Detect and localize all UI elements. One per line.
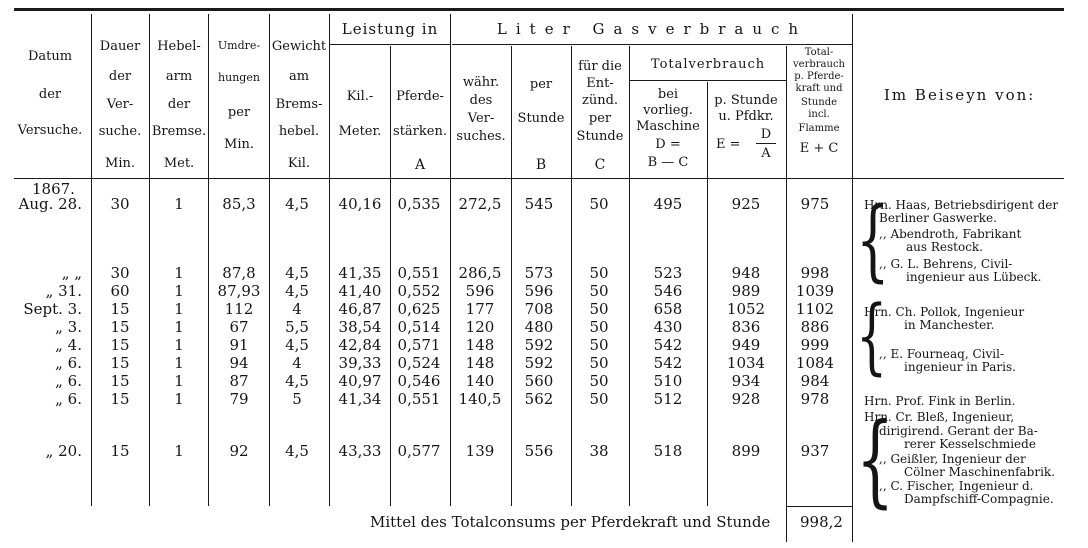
cell-vorl: 542 (653, 336, 683, 354)
cell-umdr: 87,8 (222, 264, 256, 282)
header-beisein: Im Beiseyn von: (884, 86, 1036, 104)
footer-label: Mittel des Totalconsums per Pferdekraft und Stunde (370, 513, 771, 531)
row-date: Sept. 3. (23, 300, 82, 318)
person-line: Hrn. Prof. Fink in Berlin. (864, 394, 1016, 408)
header-entz-2: Ent- (586, 76, 614, 91)
cell-dauer: 15 (110, 300, 130, 318)
cell-tot: 975 (800, 195, 830, 213)
year-label: 1867. (32, 180, 75, 198)
cell-vorl: 523 (653, 264, 683, 282)
header-per-1: per (529, 77, 553, 92)
cell-pstd: 989 (731, 282, 761, 300)
cell-kil: 40,97 (338, 372, 382, 390)
cell-per: 480 (524, 318, 554, 336)
cell-hebel: 1 (174, 354, 184, 372)
header-dauer-3: Ver- (106, 97, 134, 112)
cell-per: 592 (524, 354, 554, 372)
cell-tot: 984 (800, 372, 830, 390)
header-vorlieg-3: Maschine (636, 119, 700, 134)
header-vorlieg-4: D = (655, 137, 681, 152)
cell-kil: 38,54 (338, 318, 382, 336)
footer-value: 998,2 (800, 513, 843, 531)
unit-kil: Kil. (287, 156, 311, 171)
person-line: Hrn. Haas, Betriebsdirigent der (864, 198, 1059, 212)
cell-vorl: 658 (653, 300, 683, 318)
cell-tot: 1039 (795, 282, 835, 300)
cell-tot: 978 (800, 390, 830, 408)
header-umdr-4: Min. (224, 137, 254, 152)
cell-hebel: 1 (174, 264, 184, 282)
header-leistung-group: Leistung in (341, 20, 439, 38)
cell-waehr: 148 (465, 336, 495, 354)
leistung-group-rule (330, 44, 450, 45)
person-line: ,, G. L. Behrens, Civil- (879, 257, 1013, 271)
row-date: „ 4. (55, 336, 82, 354)
header-datum-3: Versuche. (17, 123, 83, 138)
cell-entz: 50 (589, 336, 609, 354)
header-pstunde-4: D (760, 127, 772, 142)
gas-group-rule (452, 44, 852, 45)
unit-min: Min. (105, 156, 135, 171)
cell-vorl: 518 (653, 442, 683, 460)
cell-hebel: 1 (174, 318, 184, 336)
header-total-group: Totalverbrauch (650, 57, 766, 72)
col-rule-5 (329, 14, 330, 506)
cell-kil: 43,33 (338, 442, 382, 460)
person-line: ,, E. Fourneaq, Civil- (879, 347, 1005, 361)
cell-pstd: 1052 (726, 300, 766, 318)
unit-met: Met. (163, 156, 195, 171)
cell-waehr: 177 (465, 300, 495, 318)
cell-per: 596 (524, 282, 554, 300)
cell-ps: 0,524 (397, 354, 441, 372)
cell-umdr: 91 (229, 336, 249, 354)
cell-hebel: 1 (174, 195, 184, 213)
cell-tot: 998 (800, 264, 830, 282)
cell-dauer: 60 (110, 282, 130, 300)
unit-c: C (594, 157, 606, 173)
cell-umdr: 85,3 (222, 195, 256, 213)
cell-dauer: 15 (110, 390, 130, 408)
top-rule-thick (14, 8, 1064, 11)
person-line: in Manchester. (904, 318, 995, 332)
cell-pstd: 949 (731, 336, 761, 354)
cell-gew: 5,5 (285, 318, 309, 336)
cell-per: 545 (524, 195, 554, 213)
person-line: ,, Abendroth, Fabrikant (879, 227, 1022, 241)
header-dauer-1: Dauer (99, 39, 141, 54)
cell-dauer: 15 (110, 354, 130, 372)
header-gewicht-4: hebel. (278, 124, 320, 139)
fraction-bar (756, 143, 776, 144)
header-pstunde-2: u. Pfdkr. (718, 109, 774, 124)
col-rule-9 (571, 46, 572, 506)
cell-gew: 4,5 (285, 372, 309, 390)
header-entz-5: Stunde (576, 129, 624, 144)
cell-per: 573 (524, 264, 554, 282)
cell-gew: 4 (292, 300, 302, 318)
cell-umdr: 87,93 (217, 282, 261, 300)
header-kil-1: Kil.- (346, 89, 374, 104)
cell-pstd: 925 (731, 195, 761, 213)
row-date: „ „ (61, 264, 82, 282)
col-rule-13 (852, 14, 853, 542)
cell-per: 556 (524, 442, 554, 460)
header-vorlieg-5: B — C (647, 155, 689, 170)
header-dauer-2: der (108, 69, 132, 84)
cell-ps: 0,546 (397, 372, 441, 390)
header-entz-1: für die (578, 59, 622, 74)
header-totalv-7: Flamme (798, 123, 840, 134)
cell-ps: 0,552 (397, 282, 441, 300)
person-line: Hrn. Cr. Bleß, Ingenieur, (864, 410, 1015, 424)
cell-waehr: 140 (465, 372, 495, 390)
cell-waehr: 272,5 (458, 195, 502, 213)
cell-hebel: 1 (174, 282, 184, 300)
cell-dauer: 15 (110, 336, 130, 354)
cell-tot: 886 (800, 318, 830, 336)
cell-entz: 38 (589, 442, 609, 460)
col-rule-8 (511, 46, 512, 506)
cell-kil: 41,35 (338, 264, 382, 282)
cell-pstd: 948 (731, 264, 761, 282)
total-group-rule (630, 80, 786, 81)
row-date: „ 31. (45, 282, 82, 300)
cell-hebel: 1 (174, 390, 184, 408)
cell-umdr: 92 (229, 442, 249, 460)
cell-pstd: 928 (731, 390, 761, 408)
cell-waehr: 140,5 (458, 390, 502, 408)
header-gewicht-1: Gewicht (271, 39, 327, 54)
footer-top-rule (786, 506, 852, 507)
header-kil-2: Meter. (338, 124, 382, 139)
header-totalv-1: Total- (804, 47, 834, 58)
cell-kil: 41,40 (338, 282, 382, 300)
cell-per: 592 (524, 336, 554, 354)
cell-kil: 39,33 (338, 354, 382, 372)
person-line: Cölner Maschinenfabrik. (904, 465, 1056, 479)
cell-umdr: 79 (229, 390, 249, 408)
col-rule-2 (149, 14, 150, 506)
cell-vorl: 546 (653, 282, 683, 300)
cell-umdr: 94 (229, 354, 249, 372)
header-umdr-1: Umdre- (217, 39, 261, 52)
brace-group-4: { (856, 401, 895, 518)
row-date: „ 6. (55, 354, 82, 372)
row-date: „ 20. (45, 442, 82, 460)
header-gewicht-3: Brems- (275, 97, 323, 112)
cell-vorl: 542 (653, 354, 683, 372)
cell-entz: 50 (589, 282, 609, 300)
cell-waehr: 120 (465, 318, 495, 336)
header-gewicht-2: am (288, 69, 310, 84)
col-rule-3 (208, 14, 209, 506)
header-umdr-3: per (227, 105, 251, 120)
cell-kil: 46,87 (338, 300, 382, 318)
brace-group-1: { (856, 188, 890, 291)
cell-ps: 0,577 (397, 442, 441, 460)
cell-hebel: 1 (174, 372, 184, 390)
cell-pstd: 1034 (726, 354, 766, 372)
cell-tot: 1084 (795, 354, 835, 372)
header-hebel-1: Hebel- (157, 39, 201, 54)
header-dauer-4: suche. (98, 124, 142, 139)
row-date: „ 6. (55, 390, 82, 408)
cell-dauer: 30 (110, 264, 130, 282)
cell-umdr: 87 (229, 372, 249, 390)
header-totalv-2: verbrauch (793, 59, 845, 70)
cell-waehr: 139 (465, 442, 495, 460)
cell-waehr: 596 (465, 282, 495, 300)
col-rule-7 (450, 14, 451, 506)
header-datum-2: der (38, 87, 62, 102)
header-umdr-2: hungen (218, 71, 260, 84)
header-bottom-rule (14, 178, 1064, 179)
header-totalv-5: Stunde (800, 97, 838, 108)
cell-umdr: 67 (229, 318, 249, 336)
cell-dauer: 15 (110, 318, 130, 336)
header-datum-1: Datum (27, 49, 73, 64)
cell-waehr: 286,5 (458, 264, 502, 282)
cell-tot: 999 (800, 336, 830, 354)
header-totalv-6: incl. (808, 109, 830, 120)
person-line: Hrn. Ch. Pollok, Ingenieur (864, 305, 1025, 319)
header-pstunde-5: A (761, 146, 771, 161)
cell-ps: 0,514 (397, 318, 441, 336)
cell-gew: 4 (292, 354, 302, 372)
cell-gew: 5 (292, 390, 302, 408)
person-line: ,, Geißler, Ingenieur der (879, 452, 1026, 466)
cell-pstd: 836 (731, 318, 761, 336)
header-vorlieg-1: bei (657, 87, 679, 102)
cell-per: 708 (524, 300, 554, 318)
cell-ps: 0,535 (397, 195, 441, 213)
cell-per: 562 (524, 390, 554, 408)
cell-umdr: 112 (224, 300, 254, 318)
header-pstunde-3: E = (716, 137, 741, 152)
row-date: Aug. 28. (18, 195, 82, 213)
row-date: „ 3. (55, 318, 82, 336)
person-line: Dampfschiff-Compagnie. (904, 492, 1054, 506)
header-pferde-1: Pferde- (396, 89, 444, 104)
col-rule-12 (786, 46, 787, 542)
header-hebel-4: Bremse. (151, 124, 207, 139)
cell-vorl: 512 (653, 390, 683, 408)
cell-gew: 4,5 (285, 195, 309, 213)
cell-dauer: 15 (110, 372, 130, 390)
header-pstunde-1: p. Stunde (714, 93, 778, 108)
brace-group-2: { (856, 289, 888, 384)
cell-vorl: 510 (653, 372, 683, 390)
cell-entz: 50 (589, 300, 609, 318)
cell-kil: 40,16 (338, 195, 382, 213)
header-totalv-4: kraft und (795, 83, 843, 94)
cell-pstd: 934 (731, 372, 761, 390)
cell-hebel: 1 (174, 442, 184, 460)
cell-entz: 50 (589, 372, 609, 390)
cell-hebel: 1 (174, 300, 184, 318)
header-totalv-8: E + C (799, 141, 839, 156)
person-line: rerer Kesselschmiede (904, 437, 1036, 451)
person-line: dirigirend. Gerant der Ba- (879, 424, 1038, 438)
header-waehr-4: suches. (456, 129, 506, 144)
row-date: „ 6. (55, 372, 82, 390)
cell-ps: 0,571 (397, 336, 441, 354)
header-per-2: Stunde (517, 111, 565, 126)
cell-entz: 50 (589, 195, 609, 213)
header-vorlieg-2: vorlieg. (643, 103, 693, 118)
header-hebel-2: arm (165, 69, 193, 84)
person-line: aus Restock. (906, 240, 984, 254)
col-rule-1 (91, 14, 92, 506)
cell-entz: 50 (589, 264, 609, 282)
cell-kil: 41,34 (338, 390, 382, 408)
cell-tot: 1102 (795, 300, 835, 318)
unit-a: A (414, 157, 426, 173)
col-rule-11 (707, 82, 708, 506)
person-line: ingenieur in Paris. (904, 360, 1016, 374)
cell-kil: 42,84 (338, 336, 382, 354)
header-totalv-3: p. Pferde- (794, 71, 844, 82)
header-waehr-1: währ. (462, 75, 500, 90)
cell-tot: 937 (800, 442, 830, 460)
cell-vorl: 430 (653, 318, 683, 336)
person-line: Berliner Gaswerke. (879, 211, 997, 225)
col-rule-4 (269, 14, 270, 506)
header-gas-group: Liter Gasverbrauch (496, 20, 808, 38)
header-waehr-3: Ver- (467, 111, 495, 126)
cell-gew: 4,5 (285, 336, 309, 354)
person-line: ,, C. Fischer, Ingenieur d. (879, 479, 1034, 493)
unit-b: B (535, 157, 547, 173)
cell-dauer: 30 (110, 195, 130, 213)
cell-entz: 50 (589, 318, 609, 336)
cell-pstd: 899 (731, 442, 761, 460)
cell-ps: 0,625 (397, 300, 441, 318)
cell-hebel: 1 (174, 336, 184, 354)
cell-gew: 4,5 (285, 442, 309, 460)
cell-ps: 0,551 (397, 390, 441, 408)
header-waehr-2: des (469, 93, 493, 108)
cell-entz: 50 (589, 354, 609, 372)
col-rule-6 (390, 46, 391, 506)
header-entz-3: zünd. (581, 93, 619, 108)
cell-entz: 50 (589, 390, 609, 408)
cell-gew: 4,5 (285, 264, 309, 282)
header-entz-4: per (588, 111, 612, 126)
cell-dauer: 15 (110, 442, 130, 460)
cell-per: 560 (524, 372, 554, 390)
cell-ps: 0,551 (397, 264, 441, 282)
cell-waehr: 148 (465, 354, 495, 372)
header-hebel-3: der (167, 97, 191, 112)
header-pferde-2: stärken. (393, 124, 447, 139)
cell-vorl: 495 (653, 195, 683, 213)
col-rule-10 (629, 46, 630, 506)
cell-gew: 4,5 (285, 282, 309, 300)
person-line: ingenieur aus Lübeck. (906, 270, 1042, 284)
